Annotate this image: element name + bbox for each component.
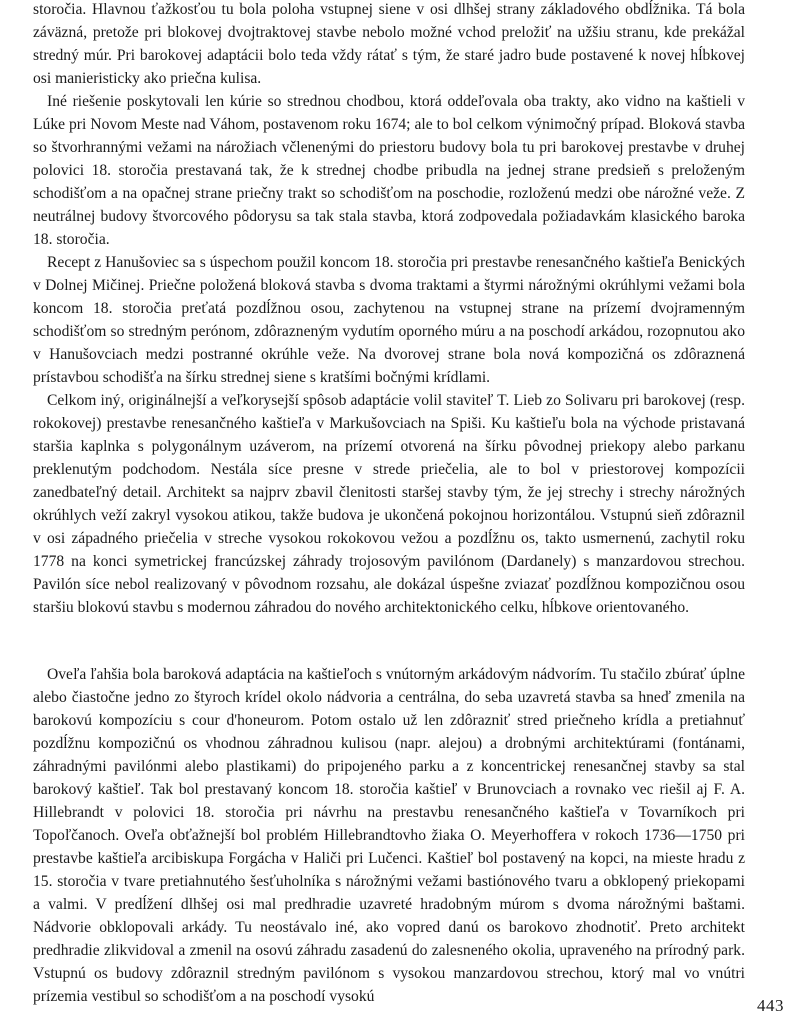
lower-text-section [33, 663, 745, 1008]
paragraph-hanusovce-recept: Recept z Hanušoviec sa s úspechom použil koncom 18. storočia pri prestavbe renesančného kaštieľa Benických v Dolnej Mičinej. Priečne položená bloková stavba s dvoma traktami a štyrmi nárožnými okrúhlymi vežami bola koncom 18. storočia preťatá pozdĺžnou osou, zachytenou na vstupnej strane na prízemí dvojramenným schodišťom so stredným perónom, zdôrazneným vydutím oporného múru a na poschodí arkádou, rozopnutou ako v Hanušovciach medzi postranné okrúhle veže. Na dvorovej strane bola nová kompozičná os zdôraznená prístavbou schodišťa na šírku strednej siene s kratšími bočnými krídlami. [33, 254, 745, 386]
paragraph-continuation: storočia. Hlavnou ťažkosťou tu bola poloha vstupnej siene v osi dlhšej strany základového obdĺžnika. Tá bola záväzná, pretože pri blokovej dvojtraktovej stavbe nebolo možné vchod preložiť na užšiu stranu, kde prekážal stredný múr. Pri barokovej adaptácii bolo teda vždy rátať s tým, že staré jadro bude postavené k novej hĺbkovej osi manieristicky ako priečna kulisa. [33, 1, 745, 87]
upper-text-section [33, 0, 745, 619]
paragraph-arkadove-nadvorie: Oveľa ľahšia bola baroková adaptácia na kaštieľoch s vnútorným arkádovým nádvorím. Tu stačilo zbúrať úplne alebo čiastočne jedno zo štyroch krídel okolo nádvoria a centrálna, do seba uzavretá stavba sa hneď zmenila na barokovú kompozíciu s cour d'honeurom. Potom ostalo už len zdôrazniť stred priečneho krídla a pretiahnuť pozdĺžnu kompozičnú os vhodnou záhradnou kulisou (napr. alejou) a drobnými architektúrami (fontánami, záhradnými pavilónmi alebo plastikami) do pripojeného parku a z koncentrickej renesančnej stavby sa stal barokový kaštieľ. Tak bol prestavaný koncom 18. storočia kaštieľ v Brunovciach a rovnako vec riešil aj F. A. Hillebrandt v polovici 18. storočia pri návrhu na prestavbu renesančného kaštieľa v Tovarníkoch pri Topoľčanoch. Oveľa obťažnejší bol problém Hillebrandtovho žiaka O. Meyerhoffera v rokoch 1736—1750 pri prestavbe kaštieľa arcibiskupa Forgácha v Haliči pri Lučenci. Kaštieľ bol postavený na kopci, na mieste hradu z 15. storočia v tvare pretiahnutého šesťuholníka s nárožnými vežami bastiónového tvaru a obklopený priekopami a valmi. V predĺžení dlhšej osi mal predhradie uzavreté hradobným múrom s dvoma nárožnými baštami. Nádvorie obklopovali arkády. Tu neostávalo iné, ako vopred danú os barokovo zhodnotiť. Preto architekt predhradie zlikvidoval a zmenil na osovú záhradu zasadenú do zalesneného okolia, upraveného na prírodný park. Vstupnú os budovy zdôraznil stredným pavilónom s vysokou manzardovou strechou, ktorý mal vo vnútri prízemia vestibul so schodišťom a na poschodí vysokú [33, 666, 745, 1005]
paragraph-markusovce: Celkom iný, originálnejší a veľkorysejší spôsob adaptácie volil staviteľ T. Lieb zo Solivaru pri barokovej (resp. rokokovej) prestavbe renesančného kaštieľa v Markušovciach na Spiši. Ku kaštieľu bola na východe pristavaná staršia kaplnka s polygonálnym uzáverom, na prízemí otvorená na šírku pôvodnej priekopy alebo parkanu preklenutým podchodom. Nestála síce presne v strede priečelia, ale to bol v priestorovej kompozícii zanedbateľný detail. Architekt sa najprv zbavil členitosti staršej stavby tým, že jej strechy i strechy nárožných okrúhlych veží zakryl vysokou atikou, takže budova je ukončená pokojnou horizontálou. Vstupnú sieň zdôraznil v osi západného priečelia v streche vysokou rokokovou vežou a pozdĺžnu os, takto usmernenú, zachytil roku 1778 na konci symetrickej francúzskej záhrady trojosovým pavilónom (Dardanely) s manzardovou strechou. Pavilón síce nebol realizovaný v pôvodnom rozsahu, ale dokázal úspešne zviazať pozdĺžnou kompozičnou osou staršiu blokovú stavbu s modernou záhradou do nového architektonického celku, hĺbkove orientovaného. [33, 392, 745, 616]
paragraph-kurie: Iné riešenie poskytovali len kúrie so strednou chodbou, ktorá oddeľovala oba trakty, ako vidno na kaštieli v Lúke pri Novom Meste nad Váhom, postavenom roku 1674; ale to bol celkom výnimočný prípad. Bloková stavba so štvorhrannými vežami na nárožiach včlenenými do priestoru budovy bola tu pri barokovej prestavbe v druhej polovici 18. storočia prestavaná tak, že k strednej chodbe pribudla na jednej strane predsieň s preloženým schodišťom a na opačnej strane priečny trakt so schodišťom na poschodie, rozloženú medzi obe nárožné veže. Z neutrálnej budovy štvorcového pôdorysu sa tak stala stavba, ktorá zodpovedala požiadavkám klasického baroka 18. storočia. [33, 93, 745, 248]
page-number: 443 [757, 996, 784, 1015]
